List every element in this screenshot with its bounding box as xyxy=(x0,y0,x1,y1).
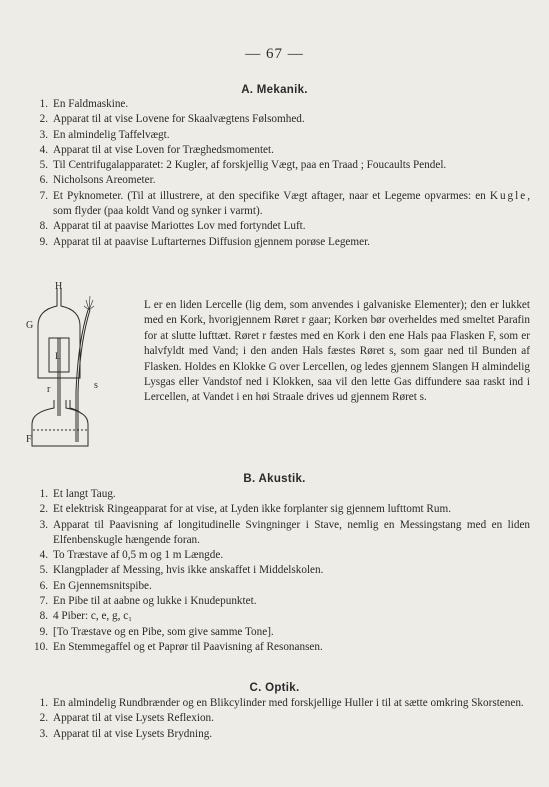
item-text: En Pibe til at aabne og lukke i Knudepunktet. xyxy=(53,595,257,608)
list-item xyxy=(30,158,530,173)
item-text: , som flyder (paa koldt Vand og synker i varmt). xyxy=(53,189,530,218)
label-l: L xyxy=(55,351,61,361)
item-text: Apparat til at vise Loven for Træghedsmomentet. xyxy=(53,143,274,156)
diffusion-description: L er en liden Lercelle (lig dem, som anvendes i galvaniske Elementer); den er lukket med en Kork, hvorigjennem Røret r gaar; Korken bør overheldes med smeltet Parafin for at slutte lufttæt. Røret r fæstes med en Kork i den ene Hals paa Flasken F, som er halvfyldt med Vand; i den anden Hals fæstes Røret s, som gaar ned til Bunden af Flasken. Holdes en Klokke G over Lercellen, og ledes gjennem Slangen H almindelig Lysgas eller Vandstof ned i Klokken, saa vil den lette Gas diffundere saa raskt ind i Lercellen, at Vandet i en høi Straale drives ud gjennem Røret s. xyxy=(144,299,530,404)
item-text: To Træstave af 0,5 m og 1 m Længde. xyxy=(53,549,224,562)
label-g: G xyxy=(26,320,34,331)
item-text: En Faldmaskine. xyxy=(53,98,129,110)
item-text: En almindelig Rundbrænder og en Blikcylinder med forskjellige Huller i til at sætte omkring Skorstenen. xyxy=(53,697,524,709)
list-item xyxy=(30,727,530,742)
item-text: Apparat til at vise Lysets Brydning. xyxy=(53,727,213,740)
item-number: 5 . xyxy=(30,158,48,173)
item-text: Apparat til at vise Lysets Reflexion. xyxy=(53,712,214,725)
diffusion-apparatus-figure xyxy=(26,282,126,452)
item-text: Apparat til at vise Lovene for Skaalvægtens Følsomhed. xyxy=(53,113,305,126)
section-heading-akustik: B. Akustik. xyxy=(243,473,306,485)
list-item xyxy=(30,579,530,594)
list-item xyxy=(30,219,530,234)
list-item xyxy=(30,640,530,655)
item-number: 2 . xyxy=(30,502,48,517)
list-item xyxy=(30,487,530,502)
mekanik-list xyxy=(30,97,530,250)
label-r: r xyxy=(47,384,51,395)
list-item xyxy=(30,128,530,143)
item-number: 8 . xyxy=(30,219,48,234)
item-number: 4 . xyxy=(30,143,48,158)
list-item xyxy=(30,143,530,158)
item-text: Et elektrisk Ringeapparat for at vise, at Lyden ikke forplanter sig gjennem lufttomt Rum. xyxy=(53,503,451,516)
item-text: Til Centrifugalapparatet: 2 Kugler, af forskjellig Vægt, paa en Traad ; Foucaults Pendel. xyxy=(53,159,447,172)
list-item xyxy=(30,112,530,127)
item-text: En Gjennemsnitspibe. xyxy=(53,579,152,592)
item-text: En Stemmegaffel og et Paprør til Paavisning af Resonansen. xyxy=(53,640,323,653)
list-item xyxy=(30,609,530,624)
list-item xyxy=(30,189,530,220)
section-heading-mekanik: A. Mekanik. xyxy=(241,84,308,96)
item-number: 8 . xyxy=(30,609,48,624)
item-number: 6 . xyxy=(30,173,48,188)
item-number: 3 . xyxy=(30,518,48,533)
list-item xyxy=(30,625,530,640)
item-number: 2 . xyxy=(30,711,48,726)
list-item xyxy=(30,502,530,517)
item-text: Nicholsons Areometer. xyxy=(53,174,156,187)
label-f: F xyxy=(26,434,32,445)
item-text: 4 Piber: c, e, g, c₁ xyxy=(53,610,133,623)
optik-list xyxy=(30,696,530,742)
bell-jar-g xyxy=(38,302,80,378)
item-text: Apparat til at paavise Mariottes Lov med fortyndet Luft. xyxy=(53,220,306,233)
label-s: s xyxy=(94,380,98,391)
item-text: Apparat til at paavise Luftarternes Diffusion gjennem porøse Legemer. xyxy=(53,235,370,248)
list-item xyxy=(30,173,530,188)
item-number: 6 . xyxy=(30,579,48,594)
list-item xyxy=(30,235,530,250)
section-heading-optik: C. Optik. xyxy=(249,682,300,694)
list-item xyxy=(30,97,530,112)
item-number: 10 . xyxy=(30,640,48,655)
item-number: 9 . xyxy=(30,235,48,250)
item-number: 9 . xyxy=(30,625,48,640)
item-text: Apparat til Paavisning af longitudinelle Svingninger i Stave, nemlig en Messingstang med en liden Elfenbenskugle hængende foran. xyxy=(53,518,530,546)
item-text-spaced: Kugle xyxy=(489,189,528,202)
item-text: [To Træstave og en Pibe, som give samme Tone]. xyxy=(53,625,274,638)
item-number: 3 . xyxy=(30,727,48,742)
item-text: Et langt Taug. xyxy=(53,488,116,500)
label-h: H xyxy=(55,282,63,292)
item-text: Et Pyknometer. (Til at illustrere, at den specifike Vægt aftager, naar et Legeme opvarmes: en xyxy=(53,189,490,202)
list-item xyxy=(30,696,530,711)
list-item xyxy=(30,548,530,563)
list-item xyxy=(30,563,530,578)
list-item xyxy=(30,518,530,549)
item-number: 1 . xyxy=(30,97,48,112)
item-number: 5 . xyxy=(30,563,48,578)
item-text: Klangplader af Messing, hvis ikke anskaffet i Middelskolen. xyxy=(53,564,324,577)
item-number: 7 . xyxy=(30,189,48,204)
list-item xyxy=(30,594,530,609)
list-item xyxy=(30,711,530,726)
item-number: 1 . xyxy=(30,696,48,711)
item-number: 2 . xyxy=(30,112,48,127)
tube-r xyxy=(58,338,60,416)
item-text: En almindelig Taffelvægt. xyxy=(53,128,170,141)
water-jet xyxy=(84,296,94,310)
item-number: 7 . xyxy=(30,594,48,609)
item-number: 4 . xyxy=(30,548,48,563)
item-number: 3 . xyxy=(30,128,48,143)
page-number: — 67 — xyxy=(245,46,304,62)
item-number: 1 . xyxy=(30,487,48,502)
akustik-list xyxy=(30,487,530,655)
